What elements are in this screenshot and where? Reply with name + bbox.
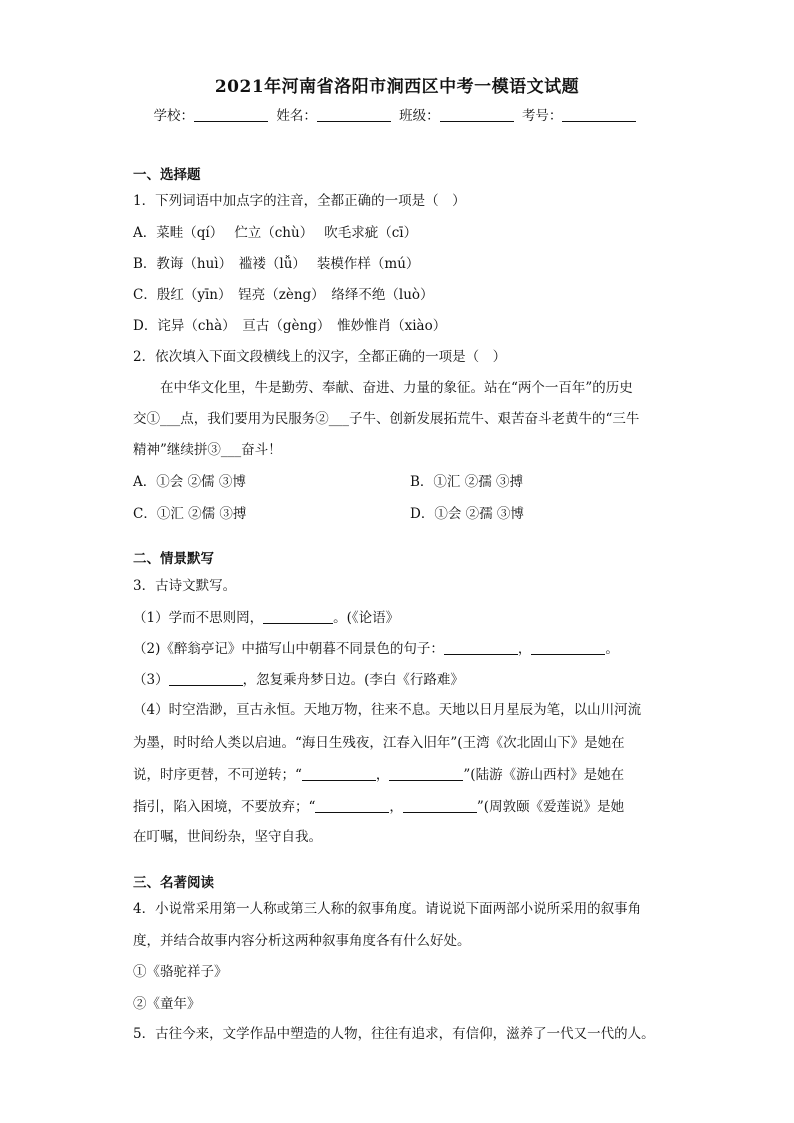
question-4-book-1: ①《骆驼祥子》	[133, 964, 228, 980]
school-label: 学校：	[153, 108, 195, 124]
dictation-item-4-line-3-text: 说，时序更替，不可逆转；“	[133, 767, 302, 783]
question-1-stem: 1．下列词语中加点字的注音，全都正确的一项是（ ）	[133, 193, 466, 209]
dictation-item-3-blank[interactable]	[169, 671, 243, 686]
class-label: 班级：	[399, 108, 440, 124]
dictation-item-4-source-2: ”(周敦颐《爱莲说》是她	[476, 799, 625, 815]
dictation-item-4-source-1: ”(陆游《游山西村》是她在	[463, 767, 625, 783]
student-info-row	[0, 104, 794, 124]
dictation-item-2-blank-2[interactable]	[531, 640, 605, 655]
question-2-option-b[interactable]: B．①汇 ②孺 ③搏	[410, 474, 524, 490]
dictation-item-4-line-2: 为墨，时时给人类以启迪。“海日生残夜，江春入旧年”(王湾《次北固山下》是她在	[133, 735, 625, 751]
dictation-item-3-source: ，忽复乘舟梦日边。(李白《行路难》	[242, 672, 464, 688]
dictation-item-4-blank-1[interactable]	[302, 766, 376, 781]
dictation-item-2-period: 。	[605, 641, 619, 657]
dictation-item-4-line-5: 在叮嘱，世间纷杂，坚守自我。	[133, 829, 322, 845]
dictation-item-2-comma: ，	[517, 641, 532, 657]
name-label: 姓名：	[276, 108, 317, 124]
dictation-item-1-source: 。(《论语》	[333, 610, 400, 626]
question-2-stem: 2．依次填入下面文段横线上的汉字，全都正确的一项是（ ）	[133, 349, 507, 365]
question-1-option-d[interactable]: D．诧异（chà） 亘古（gèng） 惟妙惟肖（xiào）	[133, 318, 447, 334]
dictation-item-1-blank[interactable]	[263, 609, 333, 624]
dictation-item-3-text: （3）	[133, 672, 169, 688]
question-2-option-d[interactable]: D．①会 ②孺 ③博	[410, 506, 524, 522]
dictation-item-1	[133, 609, 399, 627]
school-blank[interactable]	[194, 107, 268, 122]
section-heading-dictation: 二、情景默写	[133, 551, 214, 567]
question-2-passage-line-3: 精神”继续拼③___奋斗！	[133, 442, 282, 458]
question-2-passage-line-2: 交①___点，我们要用为民服务②___子牛、创新发展拓荒牛、艰苦奋斗老黄牛的“三牛	[133, 411, 640, 427]
question-4-book-2: ②《童年》	[133, 996, 201, 1012]
class-blank[interactable]	[440, 107, 514, 122]
dictation-item-4-blank-2[interactable]	[389, 766, 463, 781]
question-1-option-a[interactable]: A．菜畦（qí） 伫立（chù） 吹毛求疵（cī）	[133, 225, 418, 241]
question-3-stem: 3．古诗文默写。	[133, 578, 237, 594]
dictation-item-4-comma-2: ，	[389, 799, 403, 815]
question-2-option-c[interactable]: C．①汇 ②儒 ③搏	[133, 506, 247, 522]
exam-no-blank[interactable]	[562, 107, 636, 122]
dictation-item-2-text: （2)《醉翁亭记》中描写山中朝暮不同景色的句子：	[133, 641, 444, 657]
dictation-item-3	[133, 671, 464, 689]
dictation-item-4-blank-3[interactable]	[315, 798, 389, 813]
question-1-option-b[interactable]: B．教诲（huì） 褴褛（lǚ） 装模作样（mú）	[133, 256, 420, 272]
dictation-item-4-blank-4[interactable]	[403, 798, 477, 813]
question-4-line-2: 度，并结合故事内容分析这两种叙事角度各有什么好处。	[133, 933, 471, 949]
section-heading-classics: 三、名著阅读	[133, 875, 214, 891]
dictation-item-4-line-3	[133, 766, 624, 784]
question-5-line-1: 5．古往今来，文学作品中塑造的人物，往往有追求，有信仰，滋养了一代又一代的人。	[133, 1026, 655, 1042]
question-2-option-a[interactable]: A．①会 ②儒 ③博	[133, 474, 246, 490]
dictation-item-1-text: （1）学而不思则罔，	[133, 610, 264, 626]
dictation-item-4-line-1: （4）时空浩渺，亘古永恒。天地万物，往来不息。天地以日月星辰为笔，以山川河流	[133, 702, 642, 718]
name-blank[interactable]	[317, 107, 391, 122]
section-heading-choice: 一、选择题	[133, 167, 201, 183]
dictation-item-4-line-4	[133, 798, 624, 816]
page-title: 2021年河南省洛阳市涧西区中考一模语文试题	[214, 77, 580, 97]
exam-no-label: 考号：	[521, 108, 563, 124]
dictation-item-2-blank-1[interactable]	[444, 640, 518, 655]
dictation-item-4-comma-1: ，	[375, 767, 390, 783]
question-4-line-1: 4．小说常采用第一人称或第三人称的叙事角度。请说说下面两部小说所采用的叙事角	[133, 901, 642, 917]
question-2-passage-line-1: 在中华文化里，牛是勤劳、奉献、奋进、力量的象征。站在“两个一百年”的历史	[160, 380, 633, 396]
question-1-option-c[interactable]: C．殷红（yīn） 锃亮（zèng） 络绎不绝（luò）	[133, 287, 434, 303]
dictation-item-2	[133, 640, 619, 658]
dictation-item-4-line-4-text: 指引，陷入困境，不要放弃；“	[133, 799, 316, 815]
